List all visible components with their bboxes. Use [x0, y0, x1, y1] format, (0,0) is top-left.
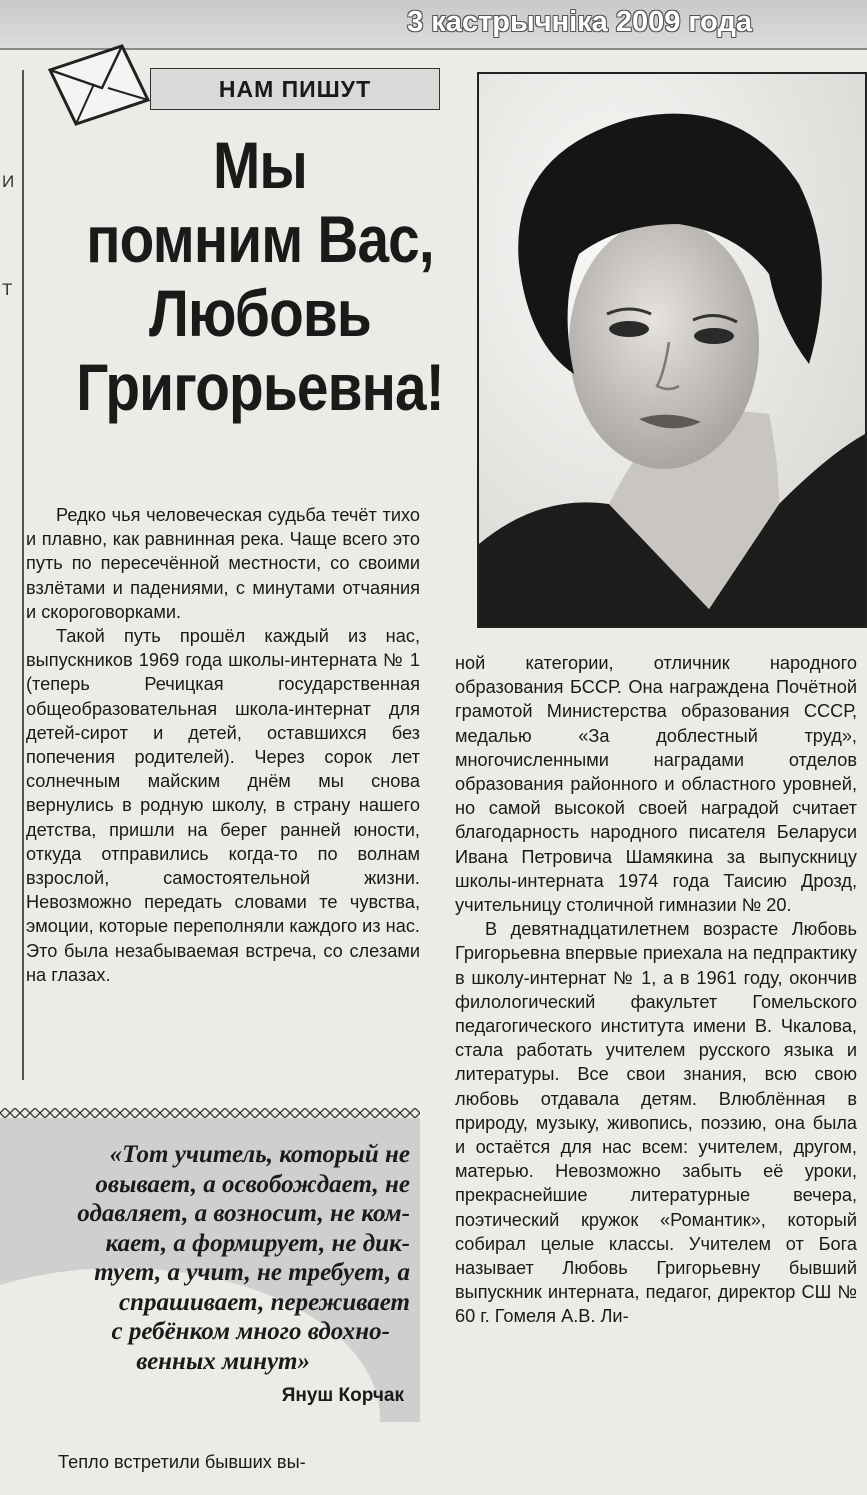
portrait-photo: [477, 72, 867, 628]
headline-line: Любовь: [149, 276, 371, 350]
paragraph-continuation: Тепло встретили бывших вы-: [58, 1452, 306, 1472]
quote-line: одавляет, а возносит, не ком-: [77, 1200, 410, 1227]
edge-fragment: Т: [2, 280, 13, 299]
quote-author: Януш Корчак: [281, 1385, 404, 1406]
quote-line: с ребёнком много вдохно-: [111, 1318, 390, 1345]
article-column-1: [26, 503, 420, 987]
paragraph: В девятнадцатилетнем возрасте Любовь Григорьевна впервые приехала на педпрактику в школу-интернат № 1, а в 1961 году, окончив филологический факультет Гомельского педагогического института имени В. Чкалова, стала работать учителем русского языка и литературы. Все свои знания, всю свою любовь отдавала детям. Влюблённая в природу, музыку, живопись, поэзию, она была и остаётся для нас всем: учителем, другом, матерью. Невозможно забыть её уроки, прекраснейшие литературные вечера, поэтический кружок «Романтик», который собирал целые классы. Учителем от Бога называет Любовь Григорьевну бывший выпускник интерната, педагог, директор СШ № 60 г. Гомеля А.В. Ли-: [455, 919, 857, 1327]
quote-line: тует, а учит, не требует, а: [94, 1259, 410, 1286]
quote-line: спрашивает, переживает: [119, 1288, 410, 1316]
quote-line: кает, а формирует, не дик-: [105, 1229, 410, 1257]
headline-line: Григорьевна!: [76, 350, 444, 424]
quote-line: венных минут»: [136, 1347, 310, 1375]
quote-border-ornament: [0, 1108, 420, 1118]
issue-date: 3 кастрычніка 2009 года: [407, 6, 752, 38]
paragraph: Редко чья человеческая судьба течёт тихо и плавно, как равнинная река. Чаще всего это путь по пересечённой местности, со своими взлётами и падениями, с минутами отчаяния и скороговорками.: [26, 505, 420, 622]
article-column-2: [455, 651, 857, 1329]
envelope-icon: [44, 42, 154, 128]
paragraph: Такой путь прошёл каждый из нас, выпускников 1969 года школы-интерната № 1 (теперь Речицкая государственная общеобразовательная школа-интернат для детей-сирот и детей, оставшихся без попечения родителей). Через сорок лет солнечным майским днём мы снова вернулись в родную школу, в страну нашего детства, пришли на берег ранней юности, откуда отправились когда-то по волнам взрослой, самостоятельной жизни. Невозможно передать словами те чувства, эмоции, которые переполняли каждого из нас. Это была незабываемая встреча, со слезами на глазах.: [26, 626, 420, 985]
edge-fragment: И: [2, 172, 15, 191]
epigraph-quote: [0, 1140, 410, 1376]
paragraph: ной категории, отличник народного образования БССР. Она награждена Почётной грамотой Министерства образования СССР, медалью «За доблестный труд», многочисленными наградами отделов образования районного и областного уровней, но самой высокой своей наградой считает благодарность народного писателя Беларуси Ивана Петровича Шамякина за выпускницу школы-интерната 1974 года Таисию Дрозд, учительницу столичной гимназии № 20.: [455, 653, 857, 916]
column-rule: [22, 70, 24, 1080]
quote-line: овывает, а освобождает, не: [95, 1170, 410, 1198]
headline-line: помним Вас,: [86, 202, 434, 276]
article-headline: [71, 128, 449, 424]
section-rubric: НАМ ПИШУТ: [150, 68, 440, 110]
headline-line: Мы: [212, 128, 308, 202]
quote-line: «Тот учитель, который не: [109, 1141, 410, 1168]
portrait-illustration: [479, 74, 865, 626]
